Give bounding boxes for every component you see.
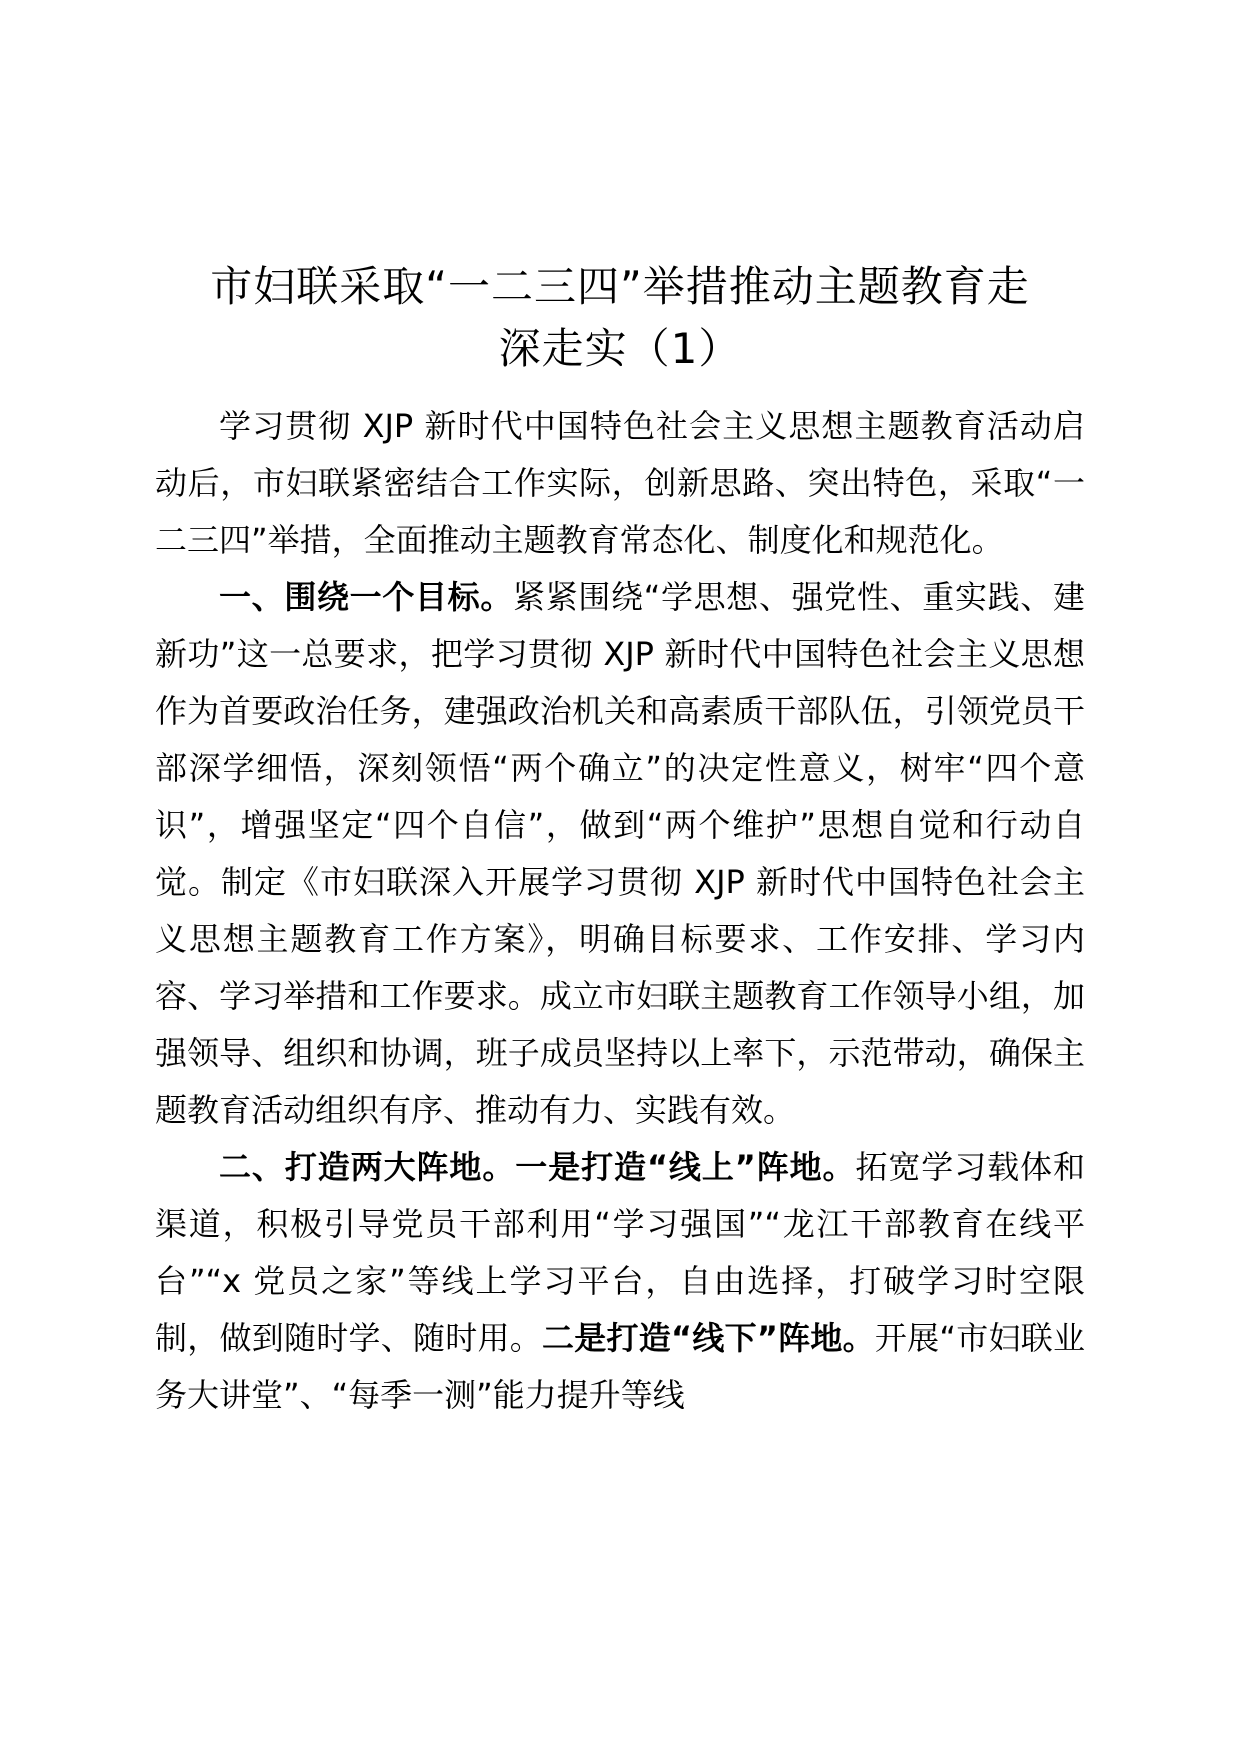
- intro-paragraph: 学习贯彻 XJP 新时代中国特色社会主义思想主题教育活动启动后，市妇联紧密结合工作实际，创新思路、突出特色，采取“一二三四”举措，全面推动主题教育常态化、制度化和规范化。: [155, 407, 1085, 559]
- section-two-sub-heading-1: 一是打造“线上”阵地。: [515, 1148, 856, 1186]
- document-title: [155, 256, 1085, 380]
- section-two-body-2: 开展“市妇联业务大讲堂”、“每季一测”能力提升等线: [155, 1319, 1085, 1414]
- section-two-body-1: 拓宽学习载体和渠道，积极引导党员干部利用“学习强国”“龙江干部教育在线平台”“x 党员之家”等线上学习平台，自由选择，打破学习时空限制，做到随时学、随时用。: [155, 1148, 1085, 1357]
- section-two-heading: 二、打造两大阵地。: [219, 1148, 516, 1186]
- section-one-body: 紧紧围绕“学思想、强党性、重实践、建新功”这一总要求，把学习贯彻 XJP 新时代中国特色社会主义思想作为首要政治任务，建强政治机关和高素质干部队伍，引领党员干部深学细悟，深刻领悟“两个确立”的决定性意义，树牢“四个意识”，增强坚定“四个自信”，做到“两个维护”思想自觉和行动自觉。制定《市妇联深入开展学习贯彻 XJP 新时代中国特色社会主义思想主题教育工作方案》，明确目标要求、工作安排、学习内容、学习举措和工作要求。成立市妇联主题教育工作领导小组，加强领导、组织和协调，班子成员坚持以上率下，示范带动，确保主题教育活动组织有序、推动有力、实践有效。: [155, 578, 1085, 1129]
- section-two-sub-heading-2: 二是打造“线下”阵地。: [542, 1319, 875, 1357]
- section-two-paragraph: [155, 1139, 1085, 1424]
- title-line-1: 市妇联采取“一二三四”举措推动主题教育走: [210, 262, 1030, 311]
- section-one-paragraph: [155, 569, 1085, 1139]
- title-line-2: 深走实（1）: [498, 324, 742, 373]
- section-one-heading: 一、围绕一个目标。: [219, 578, 514, 616]
